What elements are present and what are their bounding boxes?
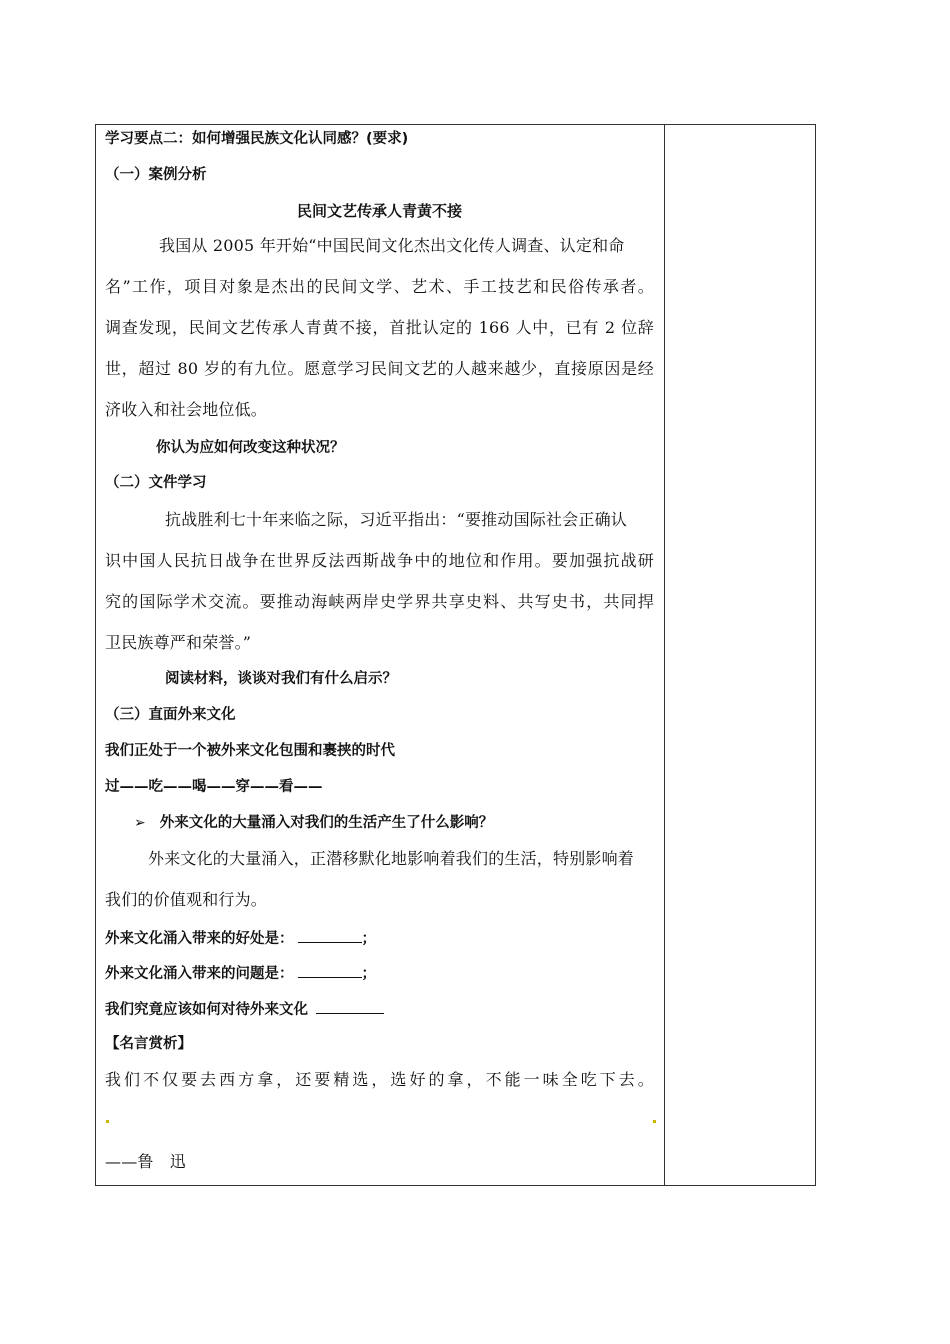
fill-attitude-label: 我们究竟应该如何对待外来文化 bbox=[105, 1002, 308, 1018]
marker-dot-right bbox=[653, 1120, 656, 1123]
quote-text: 我们不仅要去西方拿，还要精选，选好的拿，不能一味全吃下去。 bbox=[105, 1070, 654, 1089]
lesson-table bbox=[95, 124, 816, 1186]
part1-paragraph-line-1: 我国从 2005 年开始“中国民间文化杰出文化传人调查、认定和命 bbox=[159, 236, 625, 255]
part3-heading: （三）直面外来文化 bbox=[105, 707, 236, 723]
part2-paragraph-line-4: 卫民族尊严和荣誉。” bbox=[105, 633, 252, 652]
quote-heading: 【名言赏析】 bbox=[105, 1036, 192, 1052]
part1-question: 你认为应如何改变这种状况？ bbox=[156, 440, 345, 456]
part1-paragraph-line-4: 世，超过 80 岁的有九位。愿意学习民间文艺的人越来越少，直接原因是经 bbox=[105, 359, 654, 378]
part3-bullet-item bbox=[134, 813, 654, 833]
part2-paragraph-line-2: 识中国人民抗日战争在世界反法西斯战争中的地位和作用。要加强抗战研 bbox=[105, 551, 654, 570]
fill-benefits-row bbox=[105, 928, 654, 949]
fill-benefits-label: 外来文化涌入带来的好处是： bbox=[105, 931, 294, 947]
main-content-cell bbox=[96, 125, 664, 1185]
arrow-bullet-icon: ➢ bbox=[134, 815, 146, 831]
fill-benefits-blank bbox=[298, 928, 362, 943]
fill-attitude-blank bbox=[316, 999, 384, 1014]
part3-bullet-question: 外来文化的大量涌入对我们的生活产生了什么影响？ bbox=[159, 815, 494, 831]
part2-heading: （二）文件学习 bbox=[105, 475, 207, 491]
fill-problems-blank bbox=[298, 963, 362, 978]
part2-question: 阅读材料，谈谈对我们有什么启示？ bbox=[165, 671, 397, 687]
fill-attitude-row bbox=[105, 999, 654, 1020]
fill-benefits-end: ； bbox=[361, 931, 376, 947]
part3-chain: 过——吃——喝——穿——看—— bbox=[105, 779, 323, 795]
case-title: 民间文艺传承人青黄不接 bbox=[296, 202, 462, 220]
fill-problems-end: ； bbox=[361, 966, 376, 982]
quote-author: ——鲁 迅 bbox=[105, 1152, 187, 1171]
part1-paragraph-line-5: 济收入和社会地位低。 bbox=[105, 400, 268, 419]
part3-statement: 我们正处于一个被外来文化包围和裹挟的时代 bbox=[105, 743, 395, 759]
fill-problems-row bbox=[105, 963, 654, 984]
fill-problems-label: 外来文化涌入带来的问题是： bbox=[105, 966, 294, 982]
part1-paragraph-line-2: 名”工作，项目对象是杰出的民间文学、艺术、手工技艺和民俗传承者。 bbox=[105, 277, 654, 296]
notes-cell bbox=[665, 125, 815, 1185]
part1-heading: （一）案例分析 bbox=[105, 167, 207, 183]
part3-paragraph-line-2: 我们的价值观和行为。 bbox=[105, 890, 268, 909]
part1-paragraph-line-3: 调查发现，民间文艺传承人青黄不接，首批认定的 166 人中，已有 2 位辞 bbox=[105, 318, 654, 337]
part2-paragraph-line-3: 究的国际学术交流。要推动海峡两岸史学界共享史料、共写史书，共同捍 bbox=[105, 592, 654, 611]
section-title: 学习要点二：如何增强民族文化认同感？(要求) bbox=[105, 131, 409, 147]
part2-paragraph-line-1: 抗战胜利七十年来临之际，习近平指出：“要推动国际社会正确认 bbox=[165, 510, 627, 529]
part3-paragraph-line-1: 外来文化的大量涌入，正潜移默化地影响着我们的生活，特别影响着 bbox=[148, 849, 635, 868]
marker-dot-left bbox=[106, 1120, 109, 1123]
